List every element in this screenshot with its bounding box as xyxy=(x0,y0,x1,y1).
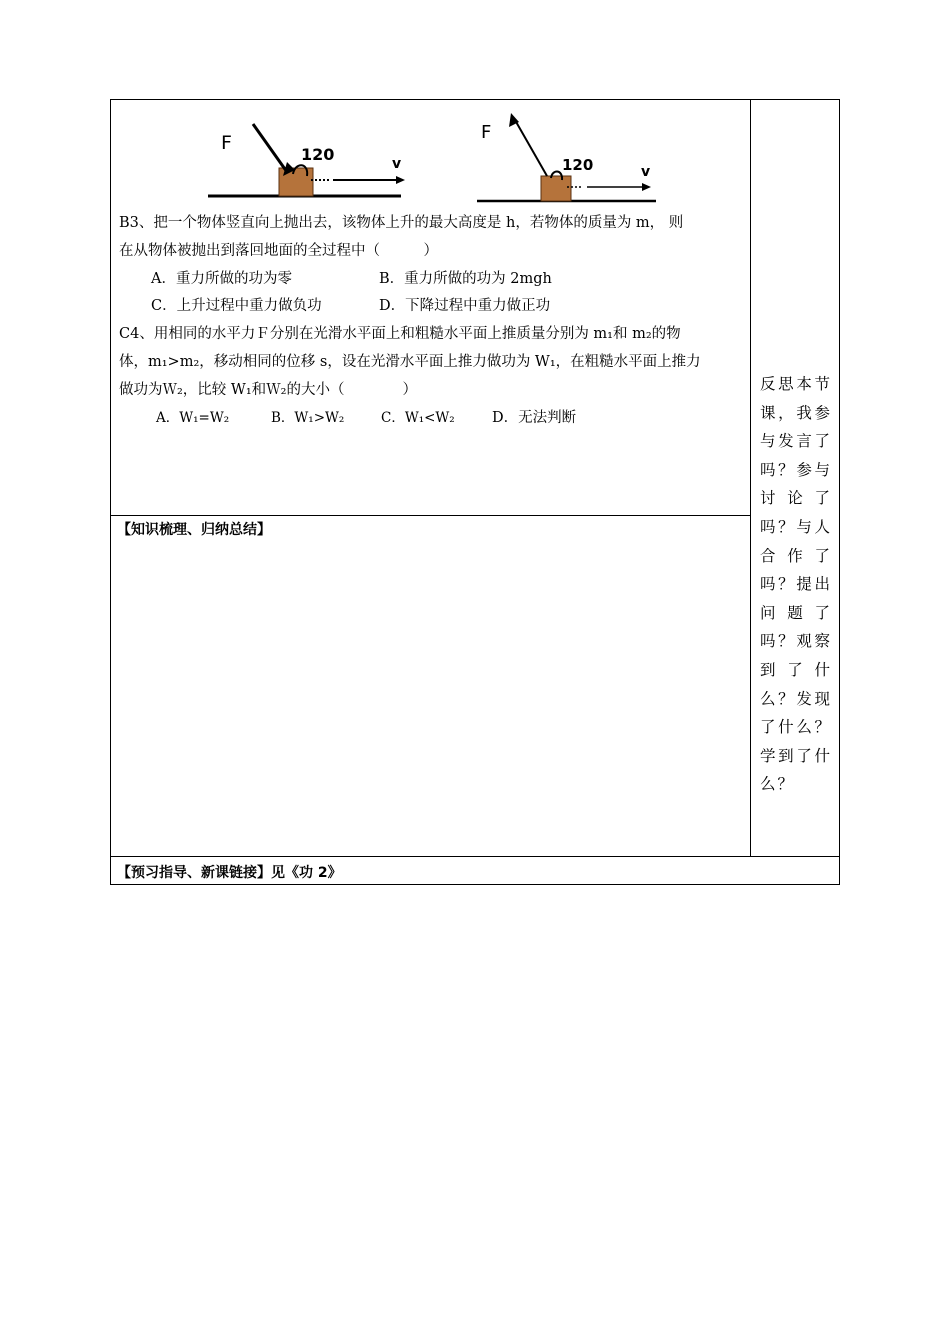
reflection-cell xyxy=(751,100,839,857)
force-diagrams xyxy=(111,100,749,210)
angle-label-right: 120 xyxy=(562,156,594,174)
b3-option-b: B．重力所做的功为 2mgh xyxy=(379,271,552,287)
c4-option-a: A．W₁=W₂ xyxy=(156,410,230,426)
b3-option-a: A．重力所做的功为零 xyxy=(151,271,292,287)
c4-question-line3: 做功为Ｗ₂，比较 W₁和Ｗ₂的大小（ ） xyxy=(119,382,417,398)
c4-question-line1: C4、用相同的水平力Ｆ分别在光滑水平面上和粗糙水平面上推质量分别为 m₁和 m₂的物 xyxy=(119,326,681,342)
force-label-left: F xyxy=(221,132,232,154)
exercise-cell xyxy=(111,100,751,516)
c4-option-d: D．无法判断 xyxy=(492,410,577,426)
worksheet-table xyxy=(110,99,840,885)
b3-option-c: C．上升过程中重力做负功 xyxy=(151,298,322,314)
preview-cell xyxy=(111,856,839,884)
velocity-label-left: v xyxy=(392,156,402,172)
diagram-right xyxy=(477,113,656,201)
reflection-text: 反思本节课，我参与发言了吗？参与讨论了吗？与人合作了吗？提出问题了吗？观察到了什么？发现了什么？学到了什么？ xyxy=(760,375,832,794)
b3-option-d: D．下降过程中重力做正功 xyxy=(379,298,551,314)
c4-option-b: B．W₁>W₂ xyxy=(271,410,345,426)
b3-question-line2: 在从物体被抛出到落回地面的全过程中（ ） xyxy=(119,243,438,259)
preview-link-text: 【预习指导、新课链接】见《功 2》 xyxy=(117,865,342,881)
velocity-label-right: v xyxy=(641,164,651,180)
angle-label-left: 120 xyxy=(301,145,335,164)
summary-cell xyxy=(111,516,751,857)
c4-question-line2: 体，m₁>m₂，移动相同的位移 s，设在光滑水平面上推力做功为 W₁，在粗糙水平面上推力 xyxy=(119,354,701,370)
summary-heading: 【知识梳理、归纳总结】 xyxy=(117,522,271,538)
c4-option-c: C．W₁<W₂ xyxy=(381,410,455,426)
b3-question-line1: B3、把一个物体竖直向上抛出去，该物体上升的最大高度是 h，若物体的质量为 m， 则 xyxy=(119,215,684,231)
force-label-right: F xyxy=(481,122,492,143)
diagram-left xyxy=(208,124,405,196)
